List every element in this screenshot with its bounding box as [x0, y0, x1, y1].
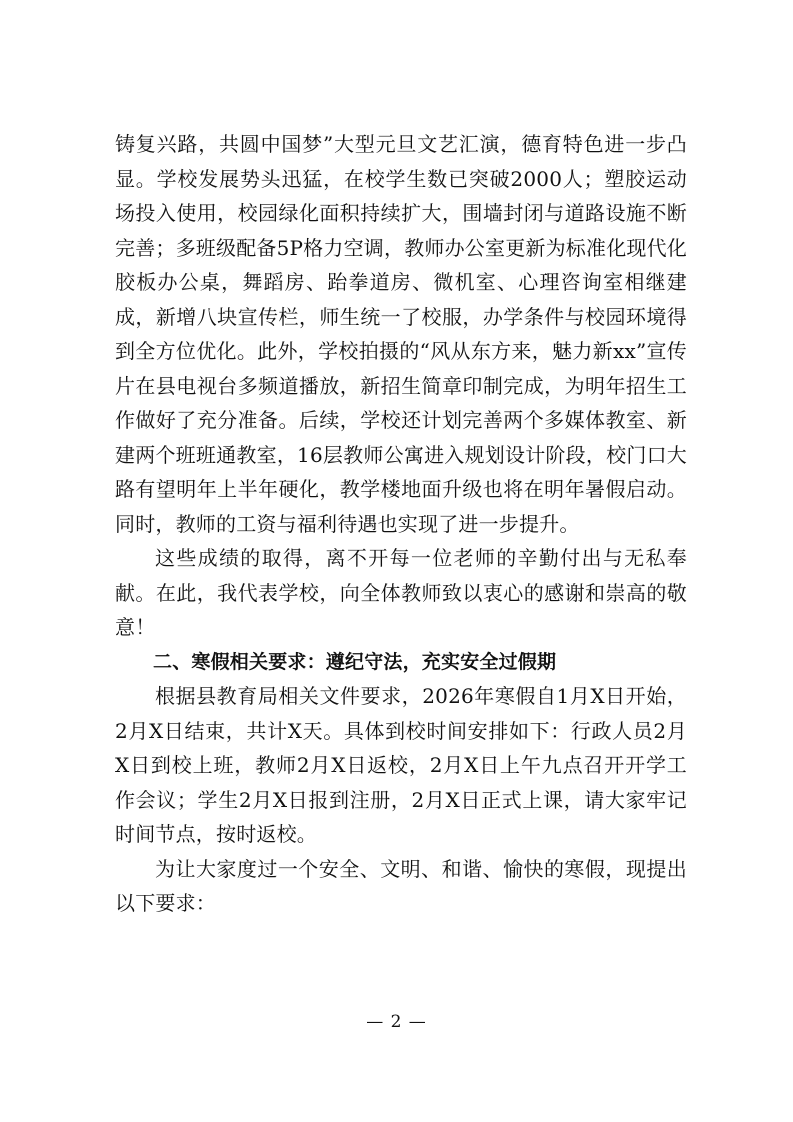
page-number: — 2 — — [366, 1012, 427, 1032]
paragraph-continuation: 铸复兴路，共圆中国梦”大型元旦文艺汇演，德育特色进一步凸显。学校发展势头迅猛，在校学生数已突破2000人；塑胶运动场投入使用，校园绿化面积持续扩大，围墙封闭与道路设施不断完善；多班级配备5P格力空调，教师办公室更新为标准化现代化胶板办公桌，舞蹈房、跆拳道房、微机室、心理咨询室相继建成，新增八块宣传栏，师生统一了校服，办学条件与校园环境得到全方位优化。此外，学校拍摄的“风从东方来，魅力新xx”宣传片在县电视台多频道播放，新招生简章印制完成，为明年招生工作做好了充分准备。后续，学校还计划完善两个多媒体教室、新建两个班班通教室，16层教师公寓进入规划设计阶段，校门口大路有望明年上半年硬化，教学楼地面升级也将在明年暑假启动。同时，教师的工资与福利待遇也实现了进一步提升。 — [115, 132, 687, 536]
paragraph-requirements-intro: 为让大家度过一个安全、文明、和谐、愉快的寒假，现提出以下要求： — [115, 856, 687, 915]
document-body — [115, 127, 687, 921]
paragraph-thanks: 这些成绩的取得，离不开每一位老师的辛勤付出与无私奉献。在此，我代表学校，向全体教师致以衷心的感谢和崇高的敬意！ — [115, 546, 687, 639]
section-heading: 二、寒假相关要求：遵纪守法，充实安全过假期 — [153, 650, 557, 673]
paragraph-schedule: 根据县教育局相关文件要求，2026年寒假自1月X日开始，2月X日结束，共计X天。具体到校时间安排如下：行政人员2月X日到校上班，教师2月X日返校，2月X日上午九点召开开学工作会议；学生2月X日报到注册，2月X日正式上课，请大家牢记时间节点，按时返校。 — [115, 684, 687, 846]
